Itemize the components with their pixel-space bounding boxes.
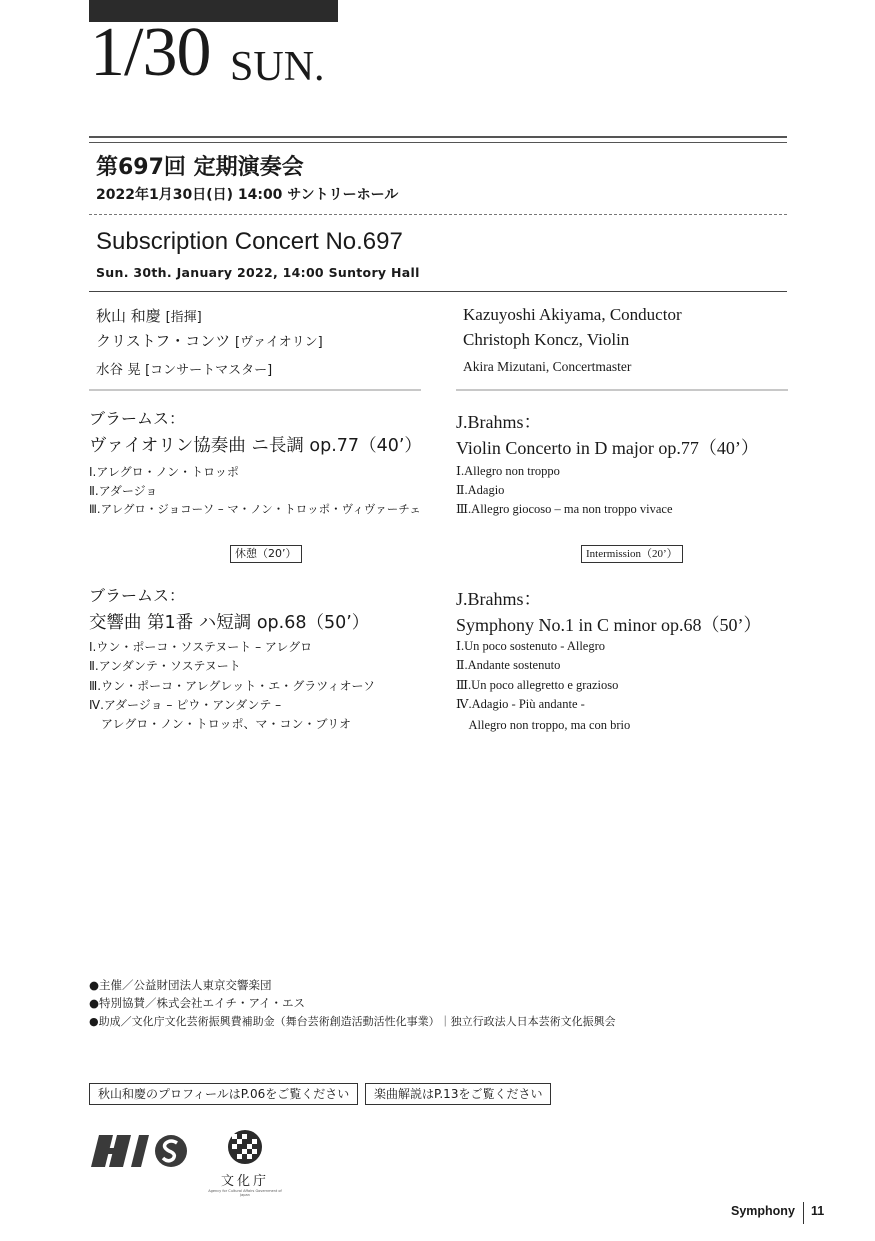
performer-name: 水谷 晃 [96,362,141,378]
performer-name: 秋山 和慶 [96,307,161,325]
credit-organizer: ●主催／公益財団法人東京交響楽団 [89,978,272,992]
en-work-title: Symphony No.1 in C minor op.68（50’） [456,615,762,635]
en-composer: J.Brahms： [456,412,542,432]
intermission-en: Intermission（20’） [581,545,683,563]
performer-role: [指揮] [165,310,202,325]
bunka-subtitle: Agency for Cultural Affairs Government of Japan [208,1189,282,1197]
jp-movement: Ⅲ.ウン・ポーコ・アレグレット・エ・グラツィオーソ [89,679,376,693]
notes-reference: 楽曲解説はP.13をご覧ください [365,1083,551,1105]
his-logo [89,1133,189,1169]
bunka-logo [207,1125,283,1197]
en-movement: Ⅰ.Allegro non troppo [456,464,560,478]
jp-movement: Ⅰ.アレグロ・ノン・トロッポ [89,465,239,479]
en-concert-datetime: Sun. 30th. January 2022, 14:00 Suntory Hall [96,265,420,280]
en-movement: Ⅲ.Un poco allegretto e grazioso [456,678,619,692]
jp-movement: Ⅱ.アダージョ [89,484,158,498]
concert-weekday: SUN. [230,44,325,90]
jp-movement: Ⅲ.アレグロ・ジョコーソ – マ・ノン・トロッポ・ヴィヴァーチェ [89,502,421,516]
en-movement: Ⅰ.Un poco sostenuto - Allegro [456,639,606,653]
jp-movement: Ⅰ.ウン・ポーコ・ソステヌート – アレグロ [89,640,313,654]
performer-name: クリストフ・コンツ [96,332,231,350]
en-movement: Ⅳ.Adagio - Più andante - [456,697,585,711]
jp-composer: ブラームス： [89,409,186,428]
bunka-emblem-icon [207,1125,283,1171]
jp-concert-title: 第697回 定期演奏会 [96,155,304,180]
intermission-jp: 休憩（20’） [230,545,302,563]
jp-performer [96,330,323,351]
en-concert-title: Subscription Concert No.697 [96,228,403,255]
en-movement: Ⅱ.Andante sostenuto [456,658,561,672]
jp-concert-datetime: 2022年1月30日(日) 14:00 サントリーホール [96,187,399,203]
credit-grant: ●助成／文化庁文化芸術振興費補助金（舞台芸術創造活動活性化事業）｜独立行政法人日本芸術文化振興会 [89,1015,616,1028]
performer-role: [ヴァイオリン] [235,335,323,350]
performer-role: [コンサートマスター] [145,363,273,378]
credit-sponsor: ●特別協賛／株式会社エイチ・アイ・エス [89,996,305,1010]
jp-work-title: ヴァイオリン協奏曲 ニ長調 op.77（40’） [89,436,422,456]
jp-movement: Ⅱ.アンダンテ・ソステヌート [89,659,241,673]
en-work-title: Violin Concerto in D major op.77（40’） [456,438,759,458]
bunka-name: 文化庁 [220,1174,269,1189]
en-movement: Allegro non troppo, ma con brio [456,718,631,732]
concert-date: 1/30 [90,14,211,91]
profile-reference: 秋山和慶のプロフィールはP.06をご覧ください [89,1083,358,1105]
jp-movement: アレグロ・ノン・トロッポ、マ・コン・ブリオ [89,717,351,731]
performers-rule [89,291,787,292]
title-rule [89,136,787,143]
section-rule-left [89,389,421,391]
en-movement: Ⅱ.Adagio [456,483,505,497]
footer-divider [803,1202,804,1224]
en-performer: Akira Mizutani, Concertmaster [463,359,632,374]
jp-composer: ブラームス： [89,586,186,605]
jp-work-title: 交響曲 第1番 ハ短調 op.68（50’） [89,613,370,633]
page-number: 11 [811,1204,825,1218]
en-performer: Kazuyoshi Akiyama, Conductor [463,305,682,324]
jp-performer [96,358,272,378]
en-performer: Christoph Koncz, Violin [463,330,630,349]
footer-label: Symphony [731,1204,795,1218]
jp-performer [96,305,202,326]
en-movement: Ⅲ.Allegro giocoso – ma non troppo vivace [456,502,673,516]
jp-movement: Ⅳ.アダージョ – ピウ・アンダンテ – [89,698,282,712]
dashed-divider [89,214,787,215]
en-composer: J.Brahms： [456,589,542,609]
section-rule-right [456,389,788,391]
